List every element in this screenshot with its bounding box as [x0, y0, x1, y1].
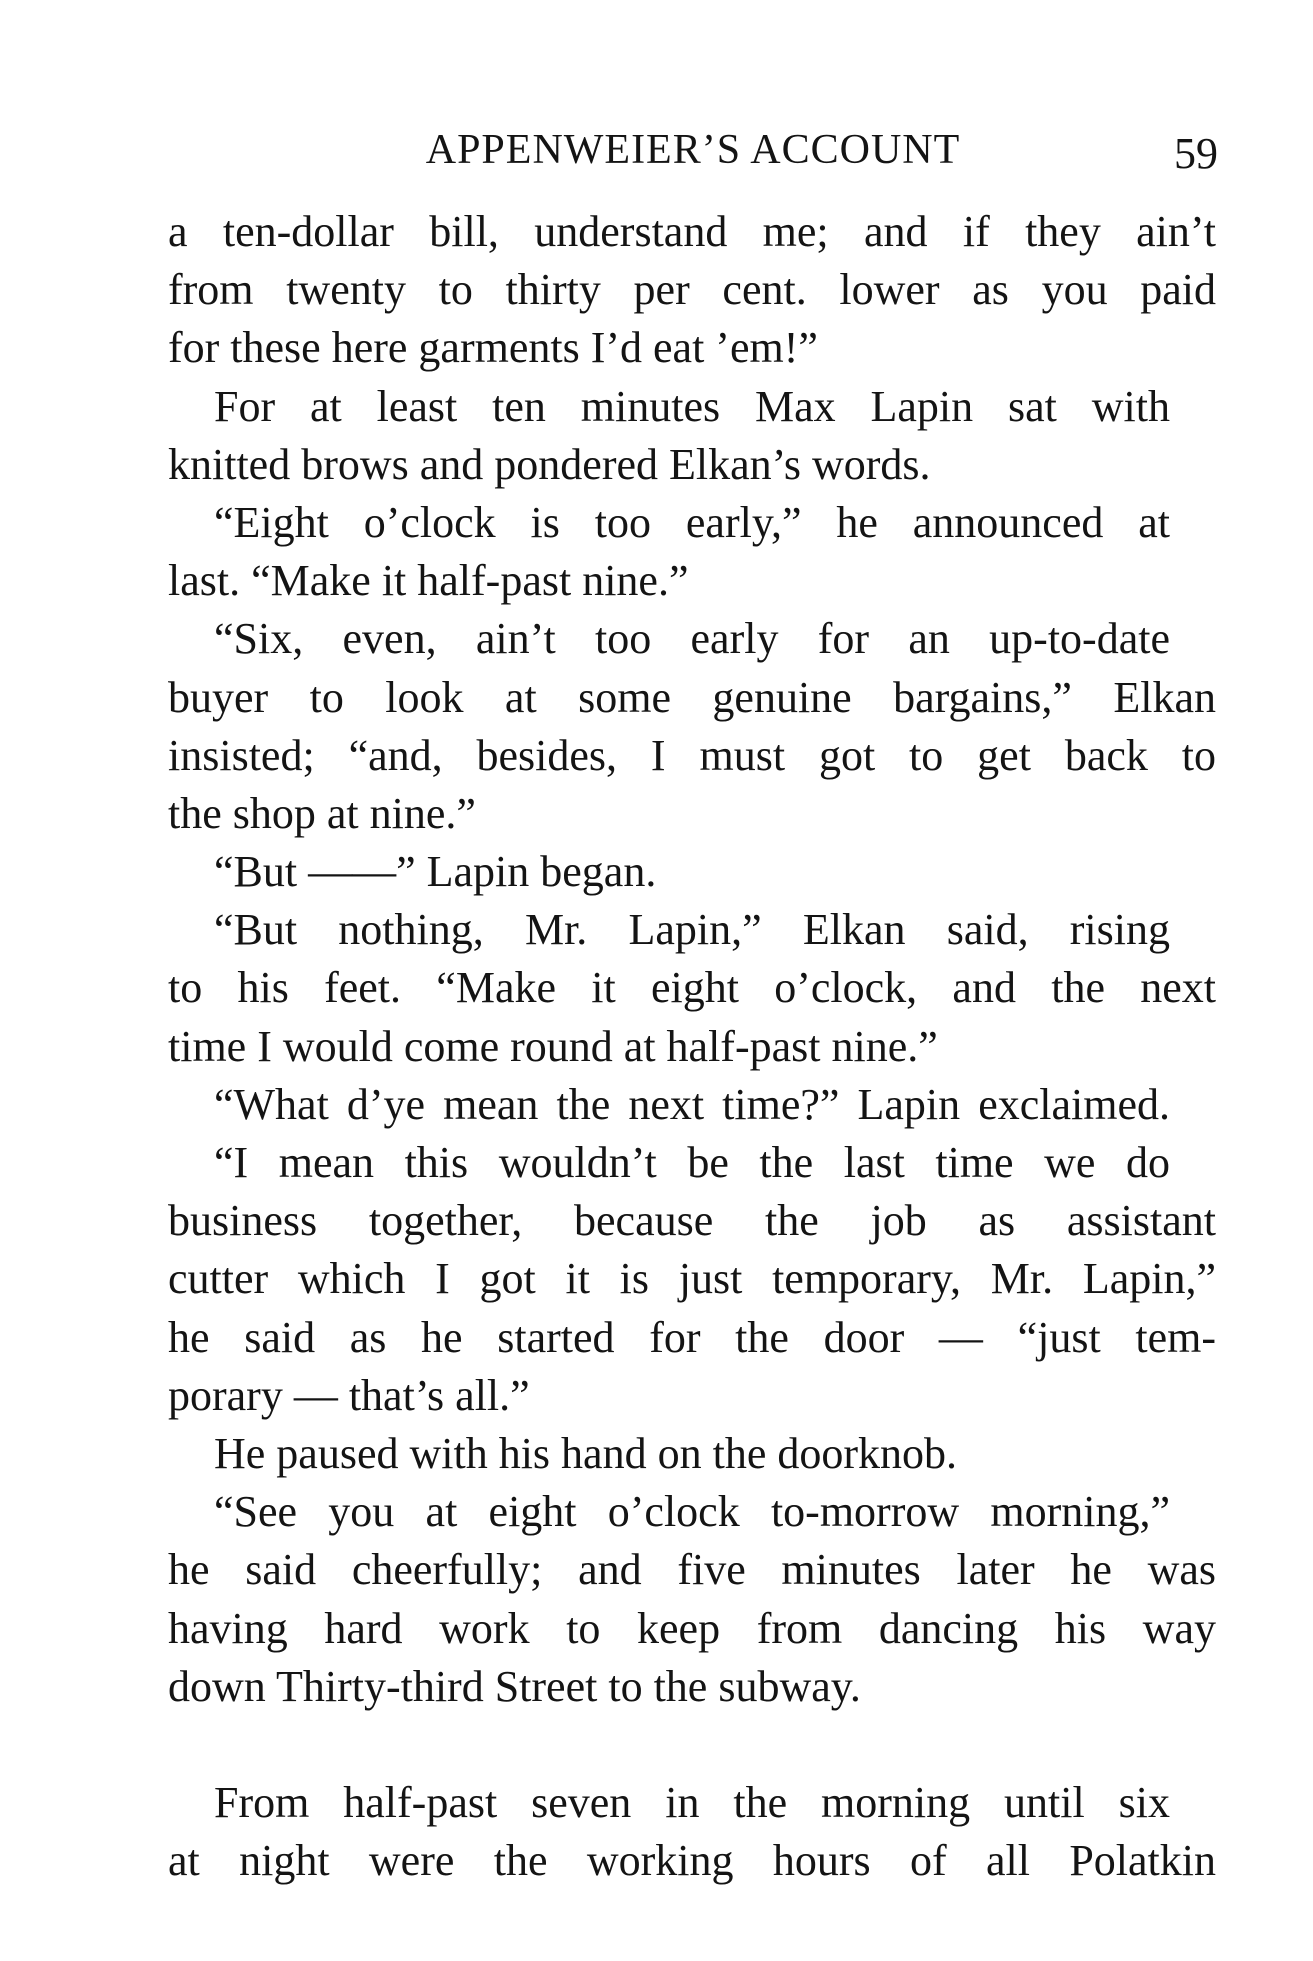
text-line-content: From half-past seven in the morning until six: [214, 1778, 1170, 1828]
page-header: [168, 122, 1218, 178]
text-line: [168, 785, 1216, 843]
text-line-content: at night were the working hours of all Polatkin: [168, 1836, 1216, 1886]
text-line-content: “But ——” Lapin began.: [214, 847, 657, 897]
text-line: [168, 1018, 1216, 1076]
text-line-content: “But nothing, Mr. Lapin,” Elkan said, rising: [214, 905, 1170, 955]
text-line: [168, 319, 1216, 377]
text-line: [168, 1600, 1216, 1658]
text-line: [168, 959, 1216, 1017]
text-line-content: buyer to look at some genuine bargains,” Elkan: [168, 672, 1216, 722]
text-line-content: porary — that’s all.”: [168, 1370, 530, 1420]
text-line-content: he said as he started for the door — “just tem-: [168, 1312, 1216, 1362]
text-line: [168, 727, 1216, 785]
text-line-content: insisted; “and, besides, I must got to get back to: [168, 730, 1216, 780]
text-line-content: a ten-dollar bill, understand me; and if they ain’t: [168, 207, 1216, 256]
text-line: [168, 1832, 1216, 1890]
text-line-content: he said cheerfully; and five minutes later he was: [168, 1545, 1216, 1595]
text-line-content: “See you at eight o’clock to-morrow morning,”: [214, 1487, 1170, 1537]
text-line-content: last. “Make it half-past nine.”: [168, 556, 689, 606]
text-line-content: time I would come round at half-past nine.”: [168, 1021, 938, 1071]
text-line: [168, 1192, 1216, 1250]
text-line: [168, 1483, 1216, 1541]
text-line-content: from twenty to thirty per cent. lower as you paid: [168, 265, 1216, 315]
text-line-content: He paused with his hand on the doorknob.: [214, 1428, 957, 1478]
text-line-content: having hard work to keep from dancing his way: [168, 1603, 1216, 1653]
text-line: [168, 1309, 1216, 1367]
text-line: [168, 494, 1216, 552]
text-line-content: “Eight o’clock is too early,” he announced at: [214, 497, 1170, 547]
text-line-content: cutter which I got it is just temporary, Mr. Lapin,”: [168, 1254, 1216, 1304]
body-text: [168, 203, 1216, 1890]
text-line-content: for these here garments I’d eat ’em!”: [168, 323, 818, 373]
text-line-content: For at least ten minutes Max Lapin sat with: [214, 381, 1170, 431]
text-line: [168, 1076, 1216, 1134]
text-line: [168, 378, 1216, 436]
page-number: 59: [1174, 129, 1218, 178]
text-line: [168, 1658, 1216, 1716]
text-line: [168, 1367, 1216, 1425]
text-line-content: “I mean this wouldn’t be the last time we do: [214, 1138, 1170, 1187]
text-line: [168, 610, 1216, 668]
text-line-content: “Six, even, ain’t too early for an up-to-date: [214, 614, 1170, 664]
text-line: [168, 843, 1216, 901]
text-line: [168, 1134, 1216, 1192]
text-line: [168, 669, 1216, 727]
text-line-content: down Thirty-third Street to the subway.: [168, 1661, 861, 1711]
section-break: [168, 1716, 1216, 1774]
text-line-content: the shop at nine.”: [168, 788, 476, 838]
text-line-content: “What d’ye mean the next time?” Lapin exclaimed.: [214, 1079, 1170, 1129]
text-line-content: to his feet. “Make it eight o’clock, and the next: [168, 963, 1216, 1013]
text-line: [168, 1541, 1216, 1599]
text-line: [168, 1774, 1216, 1832]
text-line-content: knitted brows and pondered Elkan’s words.: [168, 439, 931, 489]
text-line: [168, 436, 1216, 494]
text-line: [168, 552, 1216, 610]
text-line-content: business together, because the job as assistant: [168, 1196, 1216, 1246]
text-line: [168, 1425, 1216, 1483]
running-head: APPENWEIER’S ACCOUNT: [425, 127, 961, 173]
text-line: [168, 1250, 1216, 1308]
text-line: [168, 901, 1216, 959]
text-line: [168, 261, 1216, 319]
text-line: [168, 203, 1216, 261]
